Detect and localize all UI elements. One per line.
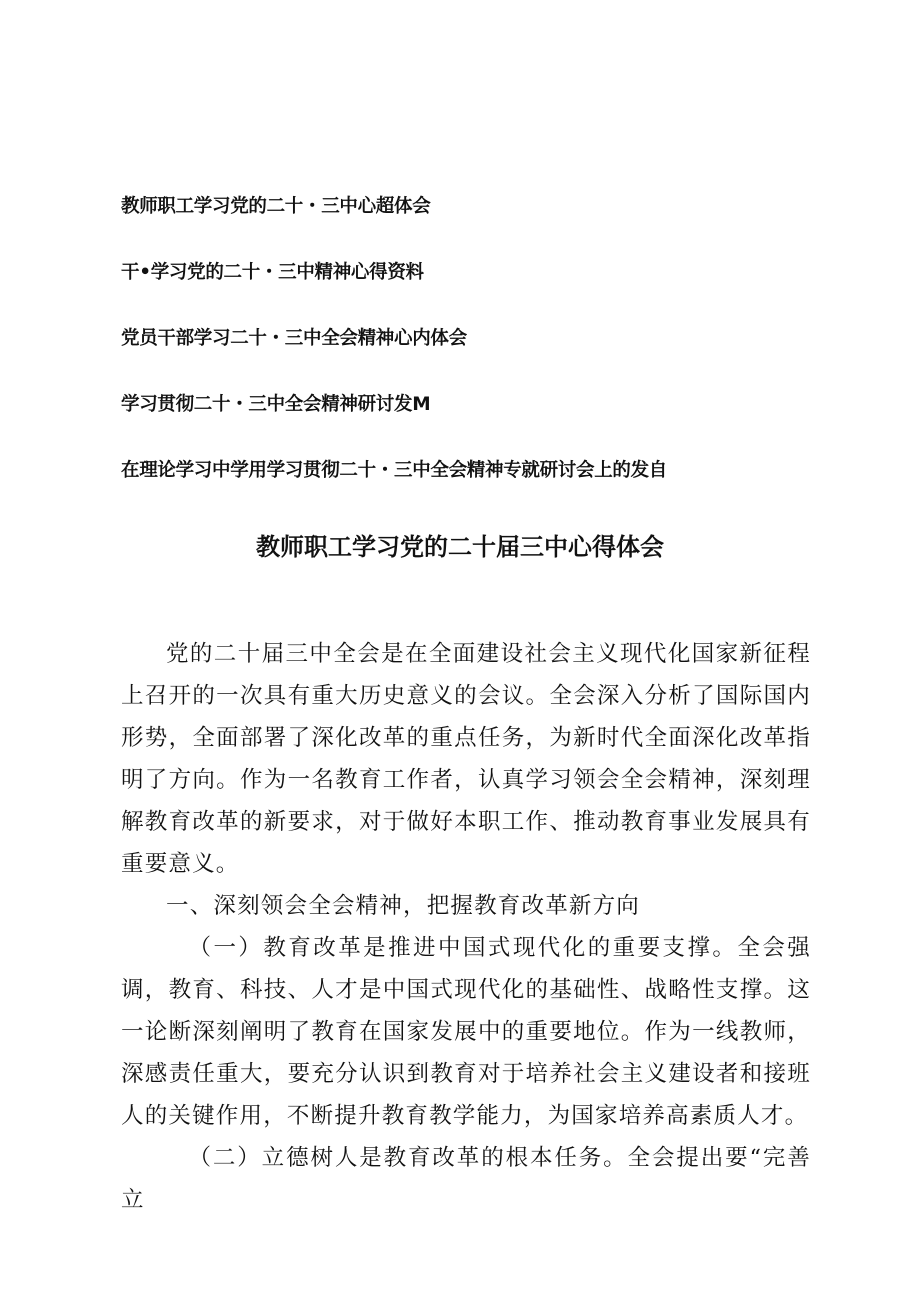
subsection-paragraph: （二）立德树人是教育改革的根本任务。全会提出要“完善立 <box>121 1145 811 1213</box>
subsection-paragraph: （一）教育改革是推进中国式现代化的重要支撑。全会强调，教育、科技、人才是中国式现代化的基础性、战略性支撑。这一论断深刻阐明了教育在国家发展中的重要地位。作为一线教师，深感责任重大，要充分认识到教育对于培养社会主义建设者和接班人的关键作用，不断提升教育教学能力，为国家培养高素质人才。 <box>121 935 811 1129</box>
toc-item[interactable]: 党员干部学习二十・三中全会精神心内体会 <box>121 328 467 349</box>
document-title: 教师职工学习党的二十届三中心得体会 <box>256 533 664 561</box>
toc-item[interactable]: 干•学习党的二十・三中精神心得资料 <box>121 262 424 283</box>
toc-item[interactable]: 学习贯彻二十・三中全会精神研讨发M <box>121 394 431 415</box>
toc-item[interactable]: 在理论学习中学用学习贯彻二十・三中全会精神专就研讨会上的发自 <box>121 460 668 481</box>
section-heading: 一、深刻领会全会精神，把握教育改革新方向 <box>166 893 641 919</box>
intro-paragraph: 党的二十届三中全会是在全面建设社会主义现代化国家新征程上召开的一次具有重大历史意义的会议。全会深入分析了国际国内形势，全面部署了深化改革的重点任务，为新时代全面深化改革指明了方向。作为一名教育工作者，认真学习领会全会精神，深刻理解教育改革的新要求，对于做好本职工作、推动教育事业发展具有重要意义。 <box>121 641 811 877</box>
toc-list <box>121 194 821 524</box>
toc-item[interactable]: 教师职工学习党的二十・三中心超体会 <box>121 196 431 217</box>
document-body <box>121 633 811 1221</box>
